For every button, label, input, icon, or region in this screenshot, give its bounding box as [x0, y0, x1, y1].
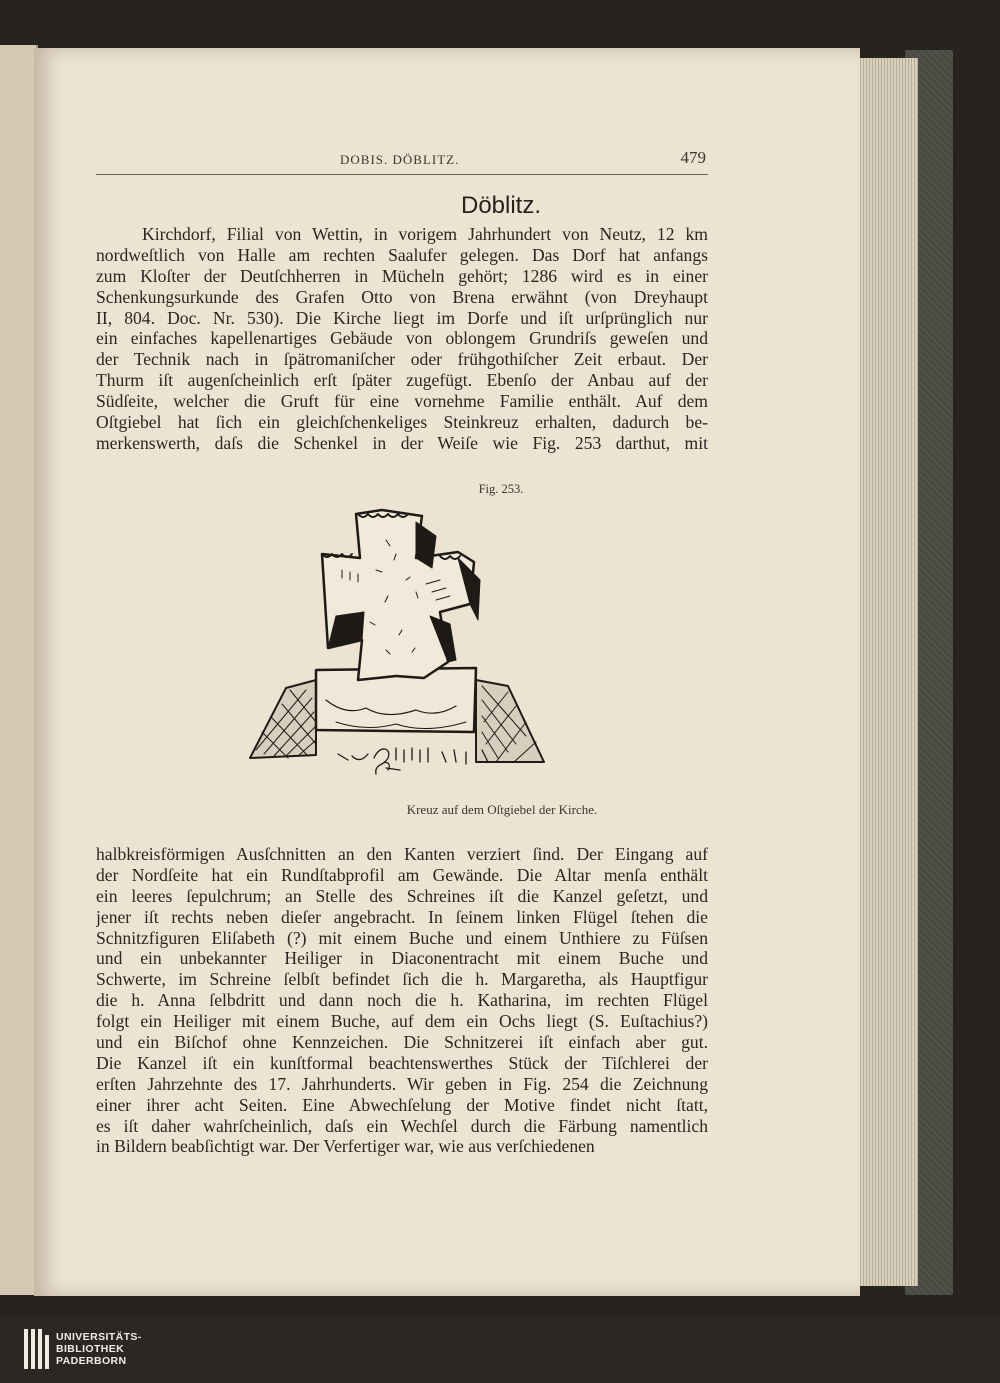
- left-page-edge: [0, 45, 38, 1295]
- text-line: und ein unbekannter Heiliger in Diaconentracht mit einem Buche und: [96, 948, 708, 969]
- text-line: halbkreisförmigen Ausſchnitten an den Kanten verziert ſind. Der Eingang auf: [96, 844, 708, 864]
- logo-line-3: PADERBORN: [56, 1355, 127, 1367]
- text-line: und ein Biſchof ohne Kennzeichen. Die Schnitzerei iſt einfach aber gut.: [96, 1032, 708, 1053]
- text-line: II, 804. Doc. Nr. 530). Die Kirche liegt im Dorfe und iſt urſprünglich nur: [96, 307, 708, 328]
- text-line: die h. Anna ſelbdritt und dann noch die h. Katharina, im rechten Flügel: [96, 990, 708, 1011]
- text-line: der Nordſeite hat ein Rundſtabprofil am Gewände. Die Altar menſa enthält: [96, 864, 708, 885]
- text-line: merkenswerth, daſs die Schenkel in der Weiſe wie Fig. 253 darthut, mit: [96, 432, 708, 453]
- text-line: zum Kloſter der Deutſchherren in Mücheln gehört; 1286 wird es in einer: [96, 265, 708, 286]
- library-logo-text: [56, 1331, 142, 1367]
- figure-caption: [0, 802, 1000, 818]
- paragraph-1: [96, 224, 708, 454]
- text-line: Die Kanzel iſt ein kunſtformal beachtenswerthes Stück der Tiſchlerei der: [96, 1052, 708, 1073]
- text-line: es iſt daher wahrſcheinlich, daſs ein Wechſel durch die Färbung namentlich: [96, 1115, 708, 1136]
- text-line: Schwerte, im Schreine ſelbſt befindet ſich die h. Margaretha, als Hauptfigur: [96, 969, 708, 990]
- text-line: Schnitzfiguren Eliſabeth (?) mit einem Buche und einem Unthiere zu Füſsen: [96, 927, 708, 948]
- text-line: Oſtgiebel hat ſich ein gleichſchenkeliges Steinkreuz erhalten, dadurch be-: [96, 412, 708, 433]
- section-heading-text: Döblitz.: [460, 192, 542, 219]
- text-line: jener iſt rechts neben dieſer angebracht. In ſeinem linken Flügel ſtehen die: [96, 906, 708, 927]
- figure-label: [0, 482, 1000, 497]
- text-line: Schenkungsurkunde des Grafen Otto von Brena erwähnt (von Dreyhaupt: [96, 286, 708, 307]
- page-edges: [852, 58, 918, 1286]
- section-heading: [0, 192, 998, 220]
- text-line: folgt ein Heiliger mit einem Buche, auf dem ein Ochs liegt (S. Euſtachius?): [96, 1011, 708, 1032]
- figure-label-text: Fig. 253.: [478, 482, 524, 496]
- text-line: erſten Jahrzehnte des 17. Jahrhunderts. Wir geben in Fig. 254 die Zeichnung: [96, 1073, 708, 1094]
- text-line: Südſeite, welcher die Gruft für eine vornehme Familie enthält. Auf dem: [96, 391, 708, 412]
- stone-cross-drawing-icon: [246, 500, 548, 790]
- library-logo-icon: [24, 1329, 50, 1369]
- page-number: 479: [680, 148, 706, 167]
- text-line: in Bildern beabſichtigt war. Der Verfertiger war, wie aus verſchiedenen: [96, 1136, 595, 1157]
- running-head: [96, 148, 708, 175]
- text-line: nordweſtlich von Halle am rechten Saalufer gelegen. Das Dorf hat anfangs: [96, 244, 708, 265]
- text-line: der Technik nach in ſpätromaniſcher oder frühgothiſcher Zeit erbaut. Der: [96, 349, 708, 370]
- logo-line-1: UNIVERSITÄTS-: [56, 1331, 142, 1343]
- text-line: Thurm iſt augenſcheinlich erſt ſpäter zugefügt. Ebenſo der Anbau auf der: [96, 370, 708, 391]
- running-head-title: DOBIS. DÖBLITZ.: [340, 152, 460, 167]
- text-line: Kirchdorf, Filial von Wettin, in vorigem Jahrhundert von Neutz, 12 km: [142, 224, 708, 244]
- logo-line-2: BIBLIOTHEK: [56, 1343, 125, 1355]
- text-line: einer ihrer acht Seiten. Eine Abwechſelung der Motive findet nicht ſtatt,: [96, 1094, 708, 1115]
- text-line: ein leeres ſepulchrum; an Stelle des Schreines iſt die Kanzel geſetzt, und: [96, 885, 708, 906]
- figure-caption-text: Kreuz auf dem Oſtgiebel der Kirche.: [406, 802, 598, 817]
- paragraph-2: [96, 844, 708, 1157]
- text-line: ein einfaches kapellenartiges Gebäude von oblongem Grundriſs geweſen und: [96, 328, 708, 349]
- library-logo-bar: [0, 1318, 1000, 1383]
